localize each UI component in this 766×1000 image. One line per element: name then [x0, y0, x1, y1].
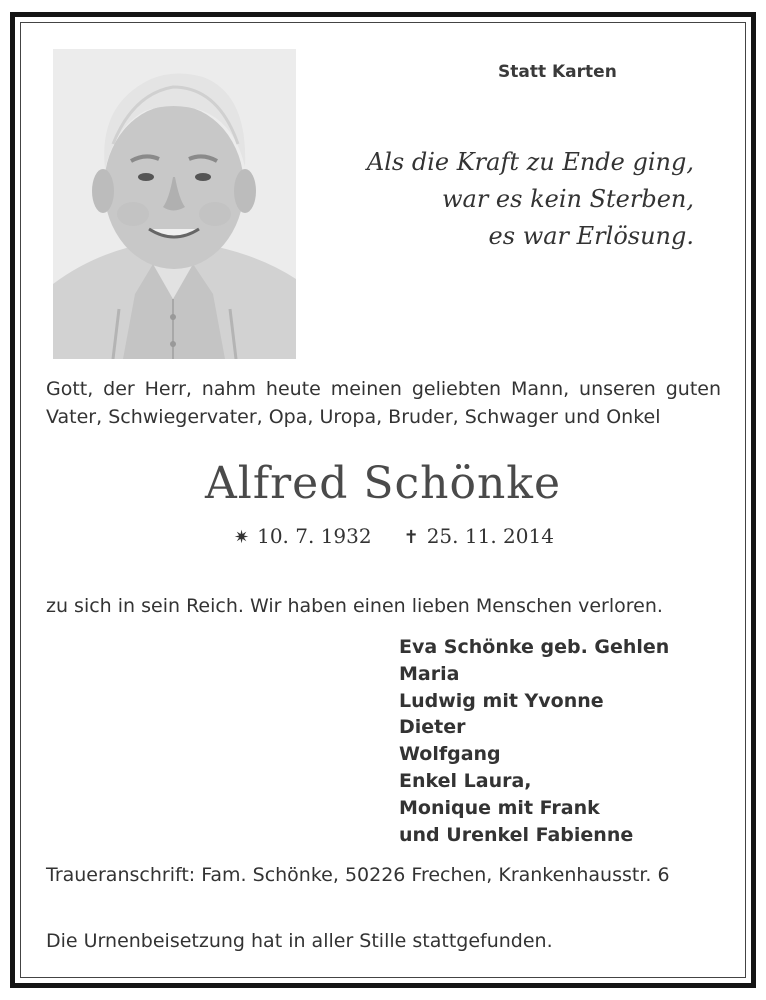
quote-line: war es kein Sterben,: [441, 185, 694, 213]
birth-date: 10. 7. 1932: [257, 524, 372, 548]
family-member: Eva Schönke geb. Gehlen: [399, 636, 670, 658]
family-member: Maria: [399, 662, 460, 685]
family-member: Ludwig mit Yvonne: [399, 689, 604, 712]
portrait-photo: [53, 49, 296, 359]
intro-text-line1: Gott, der Herr, nahm heute meinen geliebten Mann, unseren guten: [46, 378, 721, 400]
family-member: Monique mit Frank: [399, 796, 600, 819]
family-list: [399, 634, 669, 848]
family-member: Enkel Laura,: [399, 769, 532, 792]
death-date: 25. 11. 2014: [426, 524, 554, 548]
memorial-quote: [367, 144, 694, 255]
quote-line: es war Erlösung.: [488, 222, 694, 250]
star-icon: ✷: [234, 527, 250, 548]
intro-text-line2: Vater, Schwiegervater, Opa, Uropa, Bruder, Schwager und Onkel: [46, 406, 661, 428]
family-member: und Urenkel Fabienne: [399, 823, 634, 846]
quote-line: Als die Kraft zu Ende ging,: [366, 148, 694, 176]
closing-text: zu sich in sein Reich. Wir haben einen lieben Menschen verloren.: [46, 595, 663, 617]
family-member: Dieter: [399, 716, 466, 739]
life-dates: [234, 524, 554, 548]
cross-icon: ✝: [403, 527, 419, 548]
deceased-name: Alfred Schönke: [204, 458, 561, 509]
mourning-address: Traueranschrift: Fam. Schönke, 50226 Frechen, Krankenhausstr. 6: [46, 864, 670, 886]
family-member: Wolfgang: [399, 743, 501, 766]
header-title: Statt Karten: [498, 62, 617, 82]
burial-note: Die Urnenbeisetzung hat in aller Stille stattgefunden.: [46, 930, 553, 952]
